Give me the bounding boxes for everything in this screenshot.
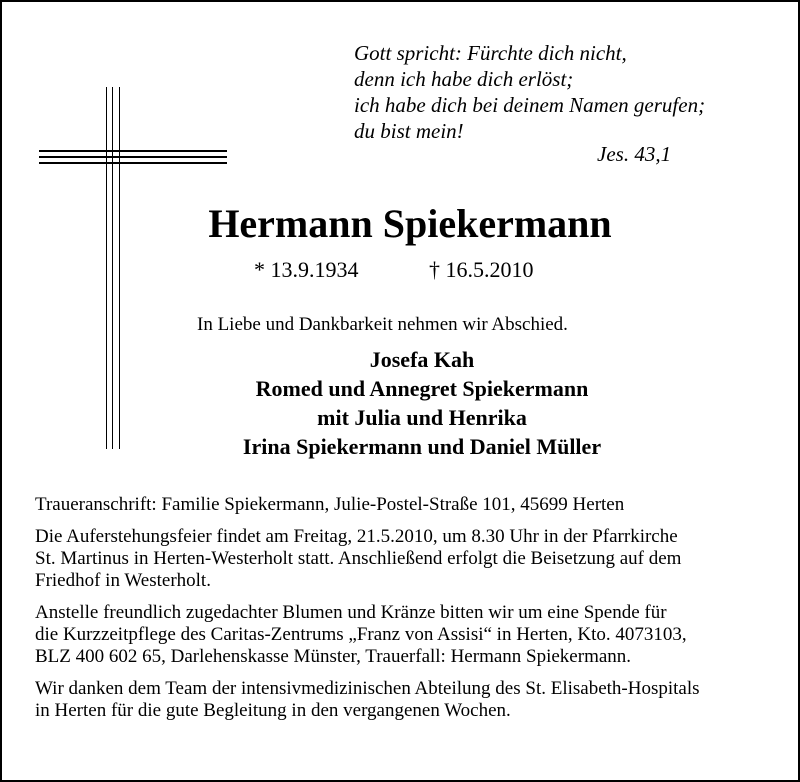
quote-line: Gott spricht: Fürchte dich nicht, xyxy=(354,41,627,65)
mourner-line: Josefa Kah xyxy=(369,347,475,372)
birth-date: * 13.9.1934 xyxy=(254,257,359,282)
mourners-list xyxy=(2,345,800,461)
service-line: Die Auferstehungsfeier findet am Freitag, 21.5.2010, um 8.30 Uhr in der Pfarrkirche xyxy=(35,526,678,547)
quote-line: du bist mein! xyxy=(354,119,464,143)
farewell-text: In Liebe und Dankbarkeit nehmen wir Abschied. xyxy=(197,314,568,335)
service-details xyxy=(35,526,775,592)
deceased-name: Hermann Spiekermann xyxy=(208,201,612,246)
thanks-note xyxy=(35,678,775,722)
quote-line: denn ich habe dich erlöst; xyxy=(354,67,574,91)
quote-line: ich habe dich bei deinem Namen gerufen; xyxy=(354,93,706,117)
donation-line: BLZ 400 602 65, Darlehenskasse Münster, Trauerfall: Hermann Spiekermann. xyxy=(35,646,632,667)
quote-reference: Jes. 43,1 xyxy=(597,142,672,166)
info-section xyxy=(35,494,775,732)
cross-horizontal-bar xyxy=(39,150,227,164)
mourner-line: Romed und Annegret Spiekermann xyxy=(255,376,589,401)
donation-line: die Kurzzeitpflege des Caritas-Zentrums „Franz von Assisi“ in Herten, Kto. 4073103, xyxy=(35,624,687,645)
thanks-line: Wir danken dem Team der intensivmedizinischen Abteilung des St. Elisabeth-Hospitals xyxy=(35,678,700,699)
mourning-address: Traueranschrift: Familie Spiekermann, Julie-Postel-Straße 101, 45699 Herten xyxy=(35,494,625,515)
service-line: St. Martinus in Herten-Westerholt statt. Anschließend erfolgt die Beisetzung auf dem xyxy=(35,548,682,569)
death-date: † 16.5.2010 xyxy=(429,257,534,282)
donation-request xyxy=(35,602,775,668)
thanks-line: in Herten für die gute Begleitung in den vergangenen Wochen. xyxy=(35,700,511,721)
bible-quote xyxy=(354,40,705,144)
donation-line: Anstelle freundlich zugedachter Blumen und Kränze bitten wir um eine Spende für xyxy=(35,602,667,623)
service-line: Friedhof in Westerholt. xyxy=(35,570,211,591)
mourner-line: mit Julia und Henrika xyxy=(317,405,527,430)
mourner-line: Irina Spiekermann und Daniel Müller xyxy=(242,434,602,459)
